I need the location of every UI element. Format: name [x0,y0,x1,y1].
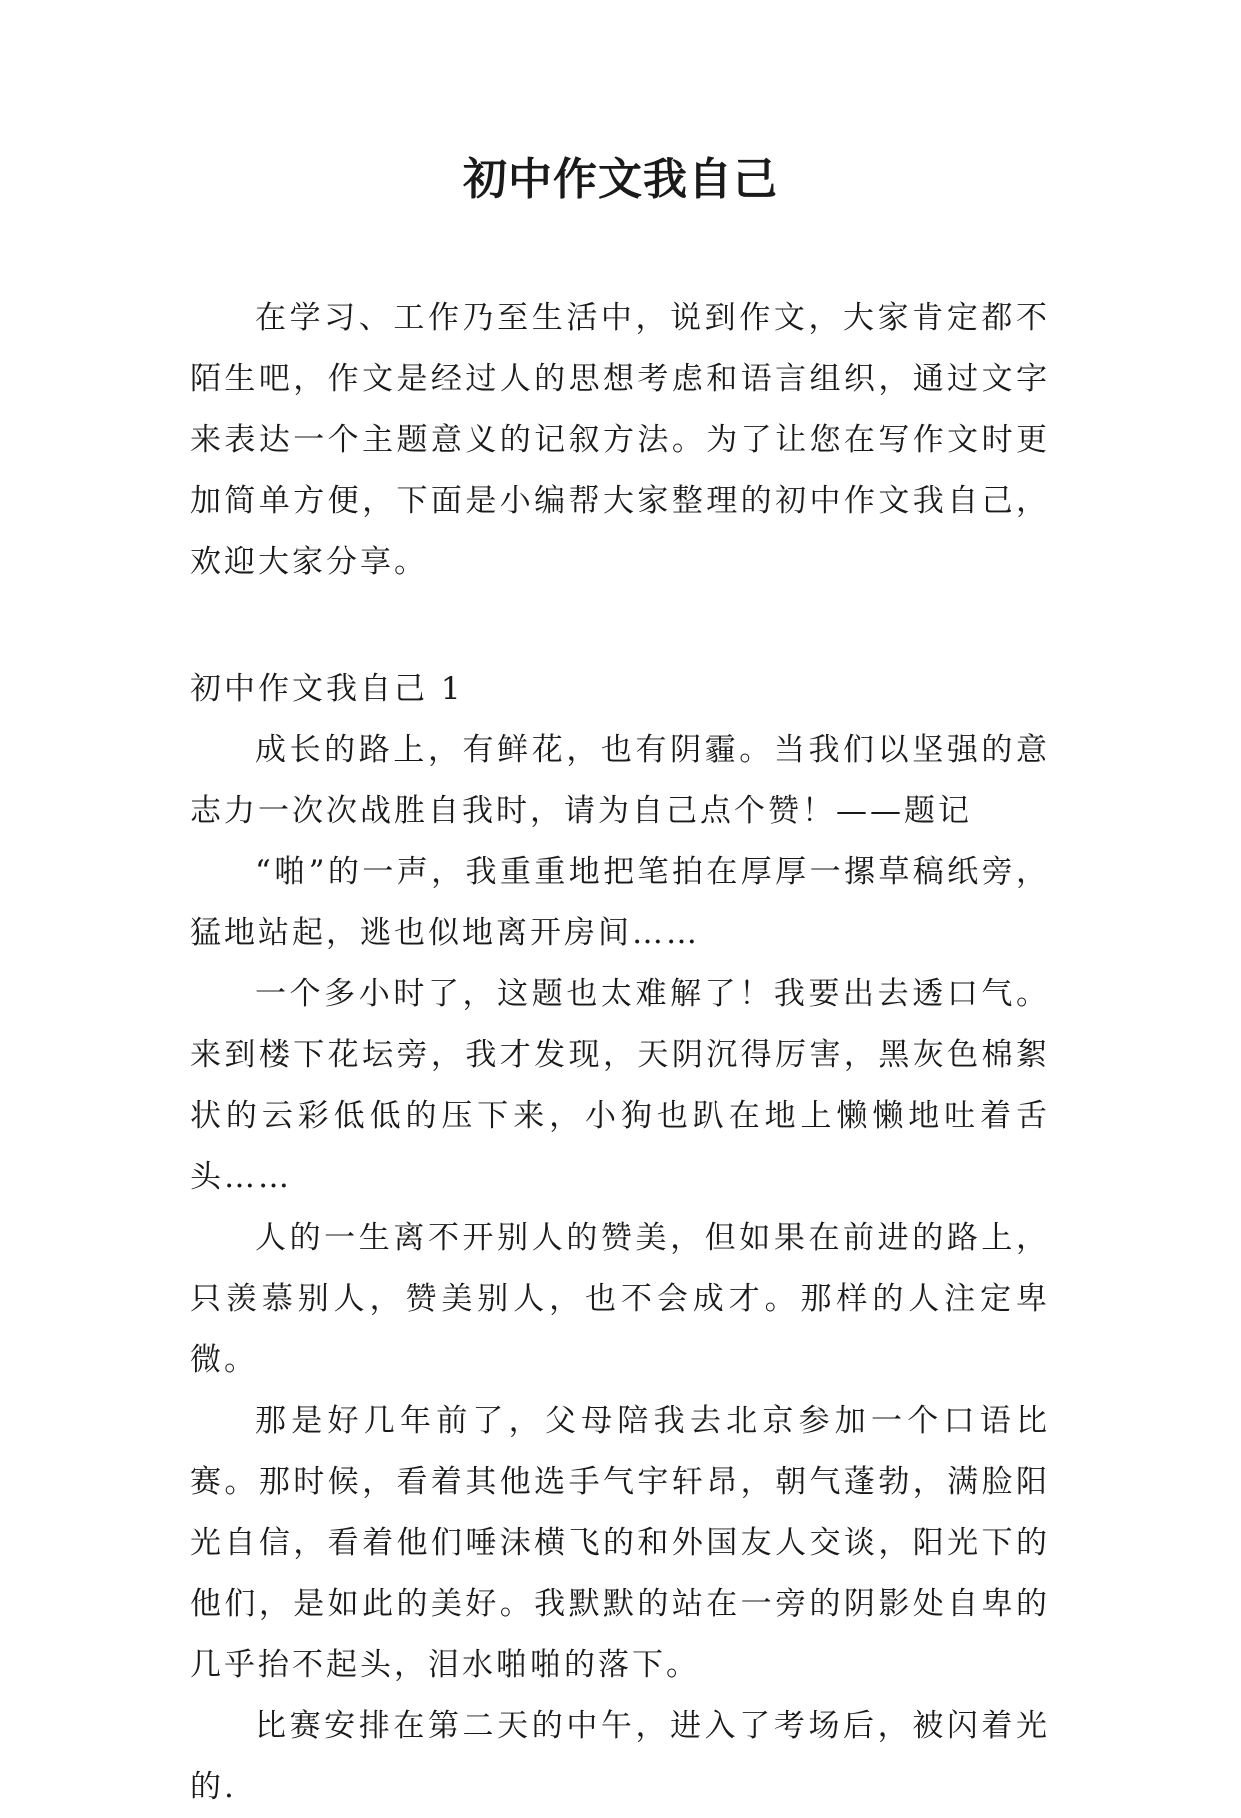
body-paragraph: “啪”的一声，我重重地把笔拍在厚厚一摞草稿纸旁，猛地站起，逃也似地离开房间…… [190,854,1050,951]
section-heading: 初中作文我自己 1 [190,671,464,707]
body-paragraph: 那是好几年前了，父母陪我去北京参加一个口语比赛。那时候，看着其他选手气宇轩昂，朝气蓬勃，满脸阳光自信，看着他们唾沫横飞的和外国友人交谈，阳光下的他们，是如此的美好。我默默的站在一旁的阴影处自卑的几乎抬不起头，泪水啪啪的落下。 [190,1403,1050,1683]
document-body [190,288,1050,1818]
document-title: 初中作文我自己 [463,154,778,205]
body-paragraph: 一个多小时了，这题也太难解了！我要出去透口气。来到楼下花坛旁，我才发现，天阴沉得厉害，黑灰色棉絮状的云彩低低的压下来，小狗也趴在地上懒懒地吐着舌头…… [190,976,1050,1195]
section-spacer [190,593,1050,659]
body-paragraph: 成长的路上，有鲜花，也有阴霾。当我们以坚强的意志力一次次战胜自我时，请为自己点个赞！——题记 [190,732,1050,829]
intro-paragraph: 在学习、工作乃至生活中，说到作文，大家肯定都不陌生吧，作文是经过人的思想考虑和语言组织，通过文字来表达一个主题意义的记叙方法。为了让您在写作文时更加简单方便，下面是小编帮大家整理的初中作文我自己，欢迎大家分享。 [190,300,1050,580]
body-paragraph: 比赛安排在第二天的中午，进入了考场后，被闪着光的. [190,1708,1050,1805]
body-paragraph: 人的一生离不开别人的赞美，但如果在前进的路上，只羡慕别人，赞美别人，也不会成才。那样的人注定卑微。 [190,1220,1050,1378]
